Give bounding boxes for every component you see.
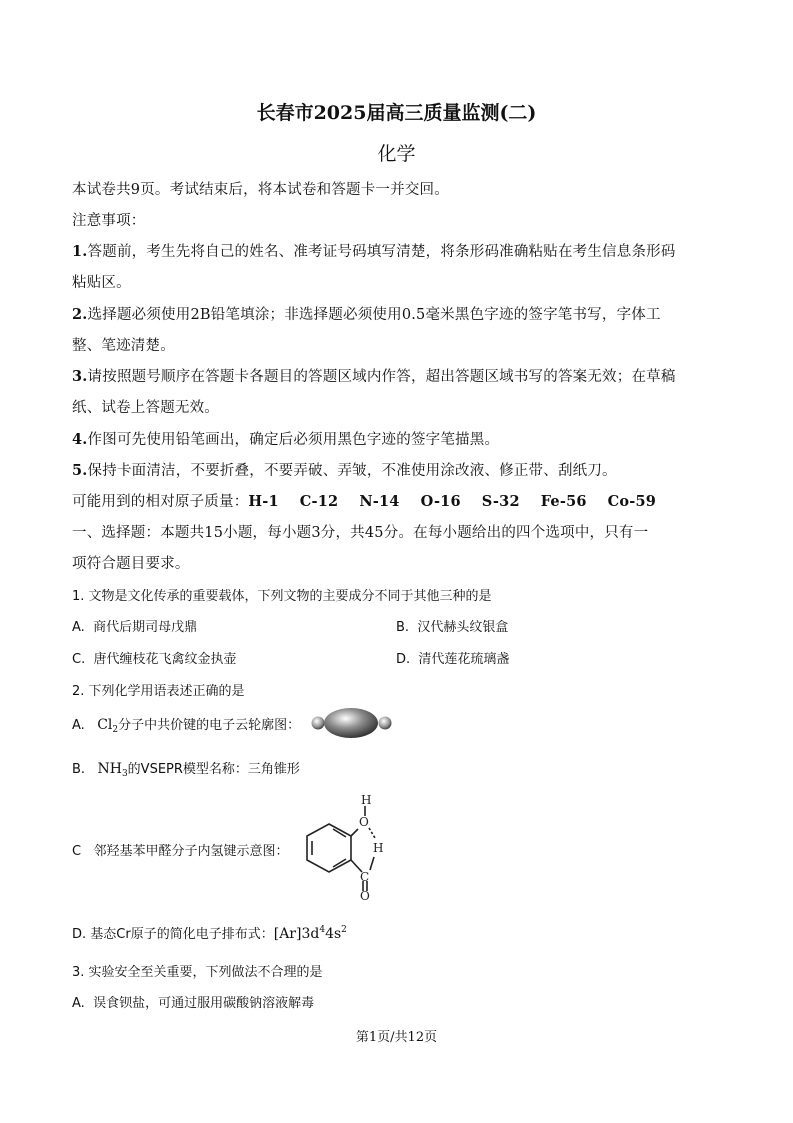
- atomic-mass-label: 可能用到的相对原子质量：: [72, 494, 249, 510]
- notice-item-5: [72, 459, 617, 480]
- option-text: 基态Cr原子的简化电子排布式：: [90, 927, 274, 942]
- notice-item-4: [72, 428, 499, 449]
- notice-number: 2.: [72, 306, 88, 323]
- option-label: A.: [72, 620, 85, 635]
- option-label: A.: [72, 996, 85, 1011]
- option-label: C: [72, 844, 82, 859]
- formula-subscript: 3: [121, 769, 128, 779]
- option-text: 商代后期司母戊鼎: [93, 620, 198, 635]
- benzene-ring: [307, 824, 351, 872]
- q2-option-b: [72, 758, 300, 779]
- q1-option-b: [396, 616, 508, 635]
- notice-number: 1.: [72, 243, 88, 260]
- atom-c: C: [360, 870, 370, 884]
- notice-item-3: [72, 365, 676, 386]
- notice-item-3-cont: 纸、试卷上答题无效。: [72, 400, 219, 416]
- electron-cloud: [324, 708, 378, 738]
- q2-option-d: [72, 923, 347, 942]
- q1-option-a: [72, 616, 197, 635]
- page-footer: 第1页/共12页: [355, 1030, 438, 1045]
- option-label: D.: [396, 652, 411, 667]
- q3-option-a: [72, 992, 314, 1011]
- nucleus-left: [312, 717, 325, 730]
- atom-h-right: H: [373, 841, 384, 855]
- formula-symbol: Cl: [97, 717, 113, 733]
- orbital-4s-exponent: 2: [341, 925, 347, 935]
- option-text: 清代莲花琉璃盏: [418, 652, 510, 667]
- formula-subscript: 2: [112, 725, 119, 735]
- bond-c-h: [370, 857, 374, 870]
- notice-item-2-cont: 整、笔迹清楚。: [72, 338, 175, 354]
- q1-option-d: [396, 648, 509, 667]
- q2-option-c: [72, 840, 289, 859]
- notice-item-1-cont: 粘贴区。: [72, 275, 131, 291]
- option-text: 汉代赫头纹银盒: [417, 620, 509, 635]
- atomic-mass-line: [72, 490, 656, 511]
- electron-cloud-diagram: [308, 706, 396, 740]
- orbital-4s: 4s: [325, 926, 342, 942]
- option-text: 的VSEPR模型名称：三角锥形: [127, 762, 300, 777]
- hydrogen-bond-line: [369, 828, 375, 838]
- notice-text: 答题前，考生先将自己的姓名、准考证号码填写清楚，将条形码准确粘贴在考生信息条形码: [87, 244, 676, 260]
- intro-line: 本试卷共9页。考试结束后，将本试卷和答题卡一并交回。: [72, 182, 449, 198]
- option-text: 分子中共价键的电子云轮廓图：: [118, 718, 301, 733]
- atom-h-top: H: [361, 793, 372, 807]
- formula-cl2: [97, 717, 118, 733]
- page-title: 长春市2025届高三质量监测(二): [256, 102, 537, 124]
- notice-item-2: [72, 303, 661, 324]
- electron-configuration: [274, 926, 347, 942]
- bond-c-o: [351, 829, 358, 836]
- question-3-stem: 3. 实验安全至关重要，下列做法不合理的是: [72, 965, 323, 980]
- nucleus-right: [379, 717, 392, 730]
- notice-number: 5.: [72, 462, 88, 479]
- notice-number: 4.: [72, 431, 88, 448]
- hydrogen-bond-structure: [295, 792, 390, 900]
- option-text: 误食钡盐，可通过服用碳酸钠溶液解毒: [93, 996, 315, 1011]
- option-label: A.: [72, 718, 85, 733]
- option-label: B.: [396, 620, 410, 635]
- section-heading: 一、选择题：本题共15小题，每小题3分，共45分。在每小题给出的四个选项中，只有一: [72, 525, 649, 541]
- q1-option-c: [72, 648, 237, 667]
- option-label: B.: [72, 762, 86, 777]
- notice-text: 保持卡面清洁，不要折叠，不要弄破、弄皱，不准使用涂改液、修正带、刮纸刀。: [87, 463, 617, 479]
- q2-option-a: [72, 714, 300, 735]
- option-text: 唐代缠枝花飞禽纹金执壶: [93, 652, 237, 667]
- section-heading-cont: 项符合题目要求。: [72, 556, 190, 572]
- option-label: D.: [72, 927, 87, 942]
- core-ar: [Ar]: [273, 926, 302, 942]
- question-2-stem: 2. 下列化学用语表述正确的是: [72, 684, 245, 699]
- option-text: 邻羟基苯甲醛分子内氢键示意图：: [93, 844, 289, 859]
- notice-text: 选择题必须使用2B铅笔填涂；非选择题必须使用0.5毫米黑色字迹的签字笔书写，字体工: [87, 307, 661, 323]
- orbital-3d: 3d: [301, 926, 320, 942]
- notice-item-1: [72, 240, 676, 261]
- question-1-stem: 1. 文物是文化传承的重要载体，下列文物的主要成分不同于其他三种的是: [72, 589, 492, 604]
- formula-symbol: NH: [97, 761, 122, 777]
- atom-o-bottom: O: [360, 889, 370, 900]
- atomic-mass-values: H-1 C-12 N-14 O-16 S-32 Fe-56 Co-59: [248, 493, 657, 510]
- atom-o-top: O: [359, 815, 369, 829]
- notice-text: 请按照题号顺序在答题卡各题目的答题区域内作答，超出答题区域书写的答案无效；在草稿: [87, 369, 676, 385]
- formula-nh3: [97, 761, 127, 777]
- orbital-3d-exponent: 4: [319, 925, 326, 935]
- subject-title: 化学: [377, 143, 416, 165]
- option-label: C.: [72, 652, 86, 667]
- notice-heading: 注意事项：: [72, 213, 146, 229]
- notice-text: 作图可先使用铅笔画出，确定后必须用黑色字迹的签字笔描黑。: [87, 432, 500, 448]
- notice-number: 3.: [72, 368, 88, 385]
